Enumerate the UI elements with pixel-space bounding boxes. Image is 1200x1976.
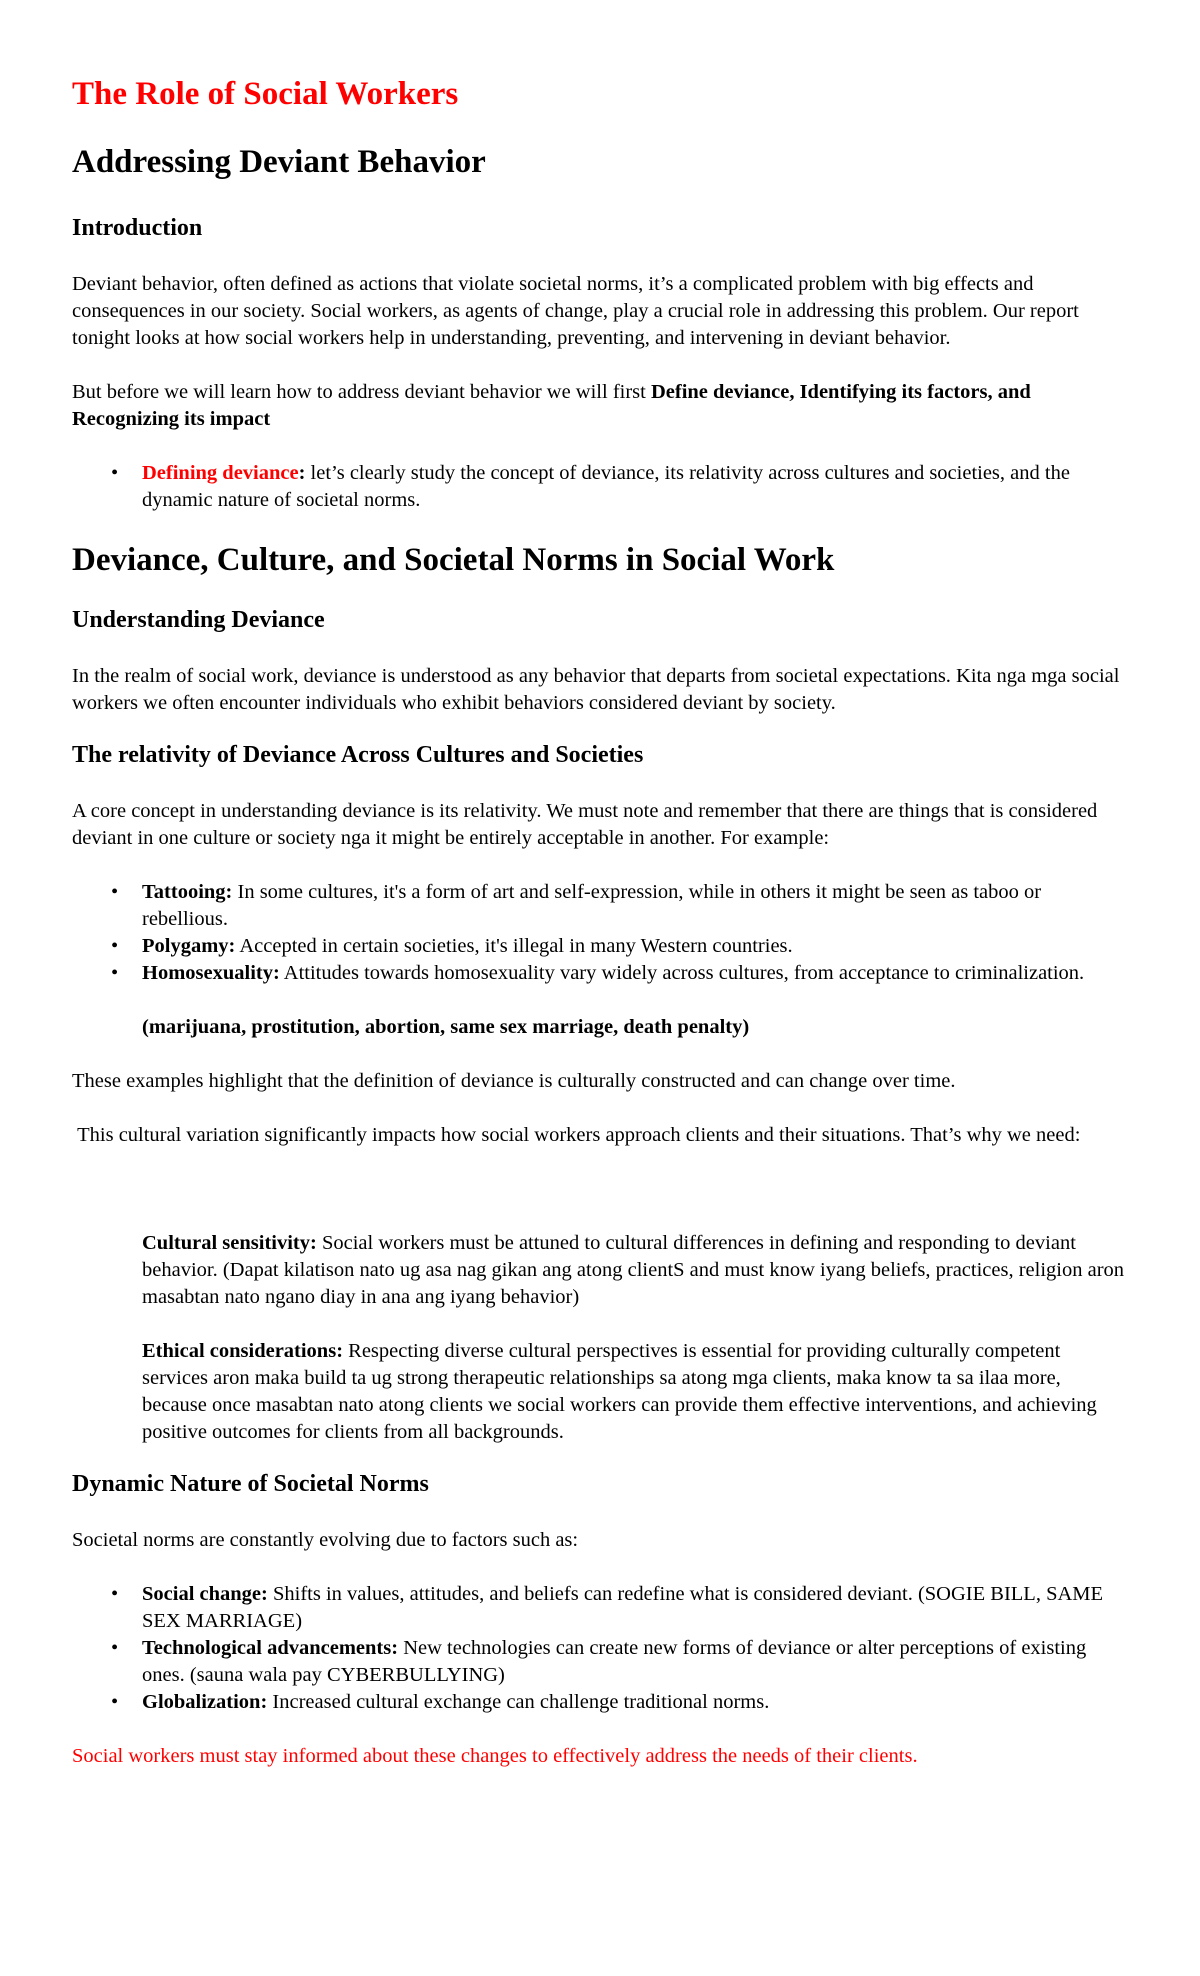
intro-paragraph-2 xyxy=(72,379,1128,433)
ethical-considerations-text: Respecting diverse cultural perspectives is essential for providing culturally competent services aron maka build ta ug strong therapeutic relationships sa atong mga clients, maka know ta sa ilaa more, because once masabtan nato atong clients we social workers can provide them effective interventions, and achieving positive outcomes for clients from all backgrounds. xyxy=(142,1340,1097,1443)
factor-text: Shifts in values, attitudes, and beliefs can redefine what is considered deviant. (SOGIE BILL, SAME SEX MARRIAGE) xyxy=(142,1583,1104,1632)
closing-statement: Social workers must stay informed about these changes to effectively address the needs of their clients. xyxy=(72,1745,918,1767)
list-item xyxy=(72,1581,1128,1635)
bullet-icon: • xyxy=(111,1583,119,1605)
example-text: Accepted in certain societies, it's illegal in many Western countries. xyxy=(235,935,793,957)
example-label: Polygamy: xyxy=(142,935,236,957)
examples-note-text: (marijuana, prostitution, abortion, same sex marriage, death penalty) xyxy=(142,1016,750,1038)
factors-list xyxy=(72,1581,1128,1716)
factor-text: New technologies can create new forms of deviance or alter perceptions of existing ones. (sauna wala pay CYBERBULLYING) xyxy=(142,1637,1087,1686)
cultural-sensitivity-text: Social workers must be attuned to cultural differences in defining and responding to deviant behavior. (Dapat kilatison nato ug asa nag gikan ang atong clientS and must know iyang beliefs, practices, religion aron masabtan nato ngano diay in ana ang iyang behavior) xyxy=(142,1232,1125,1308)
intro-heading: Introduction xyxy=(72,215,203,241)
defining-deviance-label: Defining deviance xyxy=(142,462,299,484)
example-label: Homosexuality: xyxy=(142,962,280,984)
ethical-considerations-label: Ethical considerations: xyxy=(142,1340,344,1362)
defining-deviance-colon: : xyxy=(298,462,306,484)
bullet-icon: • xyxy=(111,462,119,484)
relativity-paragraph: A core concept in understanding deviance is its relativity. We must note and remember that there are things that is considered deviant in one culture or society nga it might be entirely acceptable in another. For example: xyxy=(72,800,1098,849)
bullet-icon: • xyxy=(111,1691,119,1713)
intro-paragraph-2-bold: Define deviance, Identifying its factors, and Recognizing its impact xyxy=(72,381,1031,430)
examples-note xyxy=(72,1014,1128,1041)
variation-paragraph: This cultural variation significantly impacts how social workers approach clients and their situations. That’s why we need: xyxy=(72,1124,1081,1146)
highlight-paragraph: These examples highlight that the definition of deviance is culturally constructed and can change over time. xyxy=(72,1070,956,1092)
list-item xyxy=(72,960,1128,987)
bullet-icon: • xyxy=(111,962,119,984)
example-text: In some cultures, it's a form of art and self-expression, while in others it might be seen as taboo or rebellious. xyxy=(142,881,1042,930)
example-label: Tattooing: xyxy=(142,881,233,903)
factor-label: Social change: xyxy=(142,1583,268,1605)
examples-list xyxy=(72,879,1128,987)
section2-heading: Deviance, Culture, and Societal Norms in Social Work xyxy=(72,542,835,578)
defining-deviance-text: let’s clearly study the concept of deviance, its relativity across cultures and societies, and the dynamic nature of societal norms. xyxy=(142,462,1070,511)
document-subtitle: Addressing Deviant Behavior xyxy=(72,144,486,180)
intro-paragraph-2-plain: But before we will learn how to address deviant behavior we will first xyxy=(72,381,651,403)
cultural-sensitivity-label: Cultural sensitivity: xyxy=(142,1232,317,1254)
factor-label: Technological advancements: xyxy=(142,1637,399,1659)
relativity-heading: The relativity of Deviance Across Cultures and Societies xyxy=(72,742,644,768)
list-item xyxy=(72,933,1128,960)
list-item xyxy=(72,1689,1128,1716)
bullet-icon: • xyxy=(111,881,119,903)
understanding-paragraph: In the realm of social work, deviance is understood as any behavior that departs from societal expectations. Kita nga mga social workers we often encounter individuals who exhibit behaviors considered deviant by society. xyxy=(72,665,1120,714)
list-item xyxy=(72,460,1128,514)
factor-text: Increased cultural exchange can challenge traditional norms. xyxy=(267,1691,770,1713)
intro-paragraph: Deviant behavior, often defined as actions that violate societal norms, it’s a complicated problem with big effects and consequences in our society. Social workers, as agents of change, play a crucial role in addressing this problem. Our report tonight looks at how social workers help in understanding, preventing, and intervening in deviant behavior. xyxy=(72,273,1079,349)
bullet-icon: • xyxy=(111,935,119,957)
understanding-heading: Understanding Deviance xyxy=(72,607,325,633)
dynamic-norms-heading: Dynamic Nature of Societal Norms xyxy=(72,1471,429,1497)
cultural-sensitivity-paragraph xyxy=(72,1230,1128,1311)
example-text: Attitudes towards homosexuality vary widely across cultures, from acceptance to criminalization. xyxy=(279,962,1085,984)
list-item xyxy=(72,1635,1128,1689)
intro-bullet-list xyxy=(72,460,1128,514)
bullet-icon: • xyxy=(111,1637,119,1659)
list-item xyxy=(72,879,1128,933)
ethical-considerations-paragraph xyxy=(72,1338,1128,1446)
dynamic-norms-intro: Societal norms are constantly evolving due to factors such as: xyxy=(72,1529,579,1551)
document-title: The Role of Social Workers xyxy=(72,76,459,112)
factor-label: Globalization: xyxy=(142,1691,268,1713)
